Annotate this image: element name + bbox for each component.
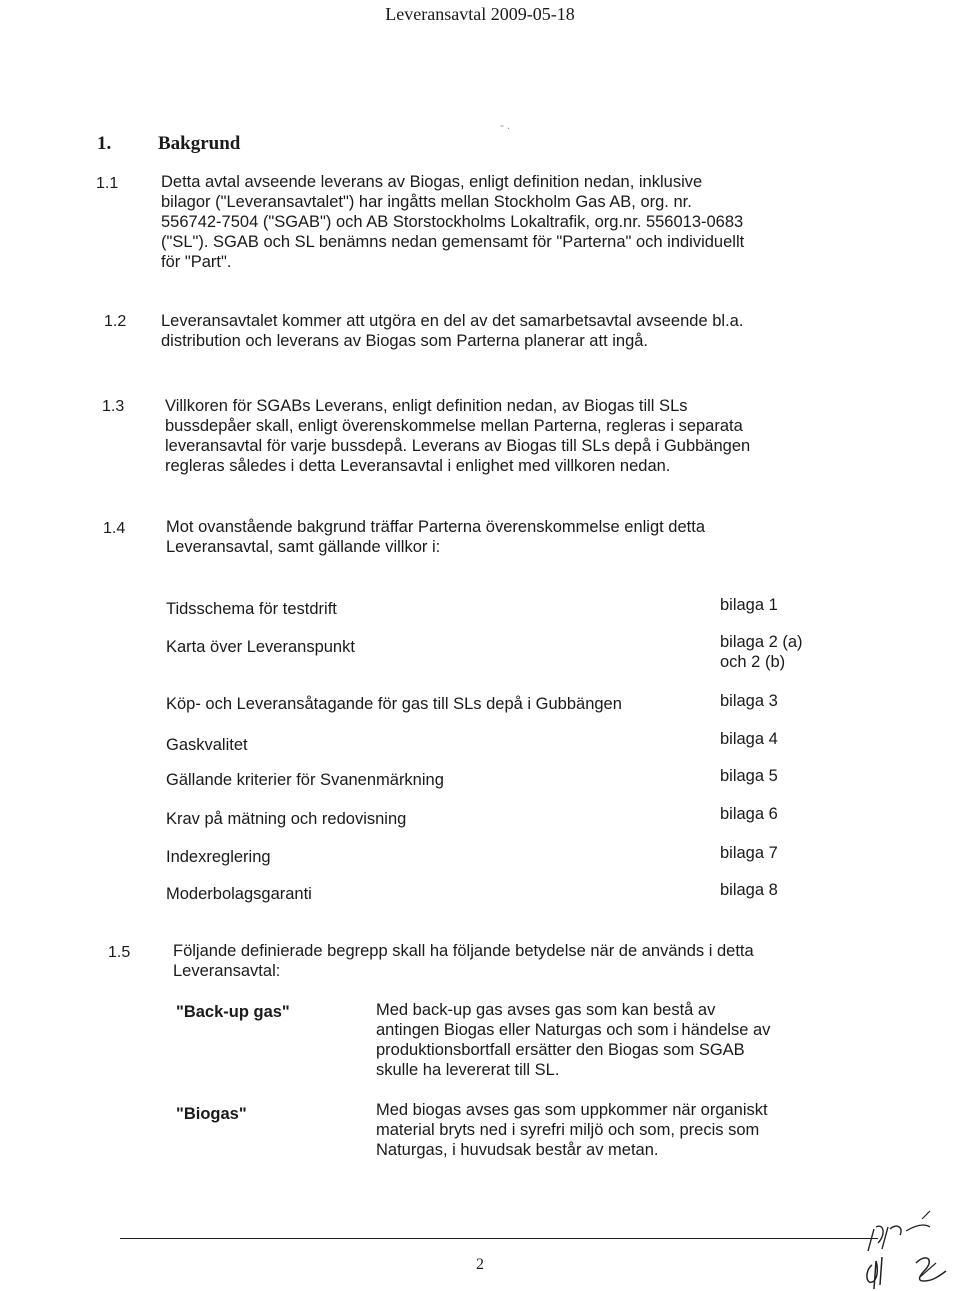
definition-line: produktionsbortfall ersätter den Biogas som SGAB (376, 1041, 745, 1059)
appendix-ref: bilaga 3 (720, 692, 778, 710)
paragraph-line: Leveransavtalet kommer att utgöra en del av det samarbetsavtal avseende bl.a. (161, 312, 744, 330)
appendix-ref: bilaga 5 (720, 767, 778, 785)
paragraph-line: Leveransavtal, samt gällande villkor i: (166, 538, 441, 556)
item-number-1-2: 1.2 (104, 313, 127, 330)
definition-line: skulle ha levererat till SL. (376, 1061, 560, 1079)
definition-line: Med biogas avses gas som uppkommer när organiskt (376, 1101, 768, 1119)
item-number-1-4: 1.4 (103, 520, 126, 537)
item-number-1-1: 1.1 (96, 175, 119, 192)
appendix-name: Krav på mätning och redovisning (166, 810, 407, 828)
appendix-name: Karta över Leveranspunkt (166, 638, 355, 656)
paragraph-line: Villkoren för SGABs Leverans, enligt definition nedan, av Biogas till SLs (165, 397, 688, 415)
section-title: Bakgrund (158, 133, 241, 154)
definition-line: Med back-up gas avses gas som kan bestå av (376, 1001, 716, 1019)
paragraph-line: Leveransavtal: (173, 962, 281, 980)
paragraph-line: bussdepåer skall, enligt överenskommelse mellan Parterna, regleras i separata (165, 417, 743, 435)
handwritten-initials-signature (860, 1205, 956, 1289)
paragraph-line: distribution och leverans av Biogas som Parterna planerar att ingå. (161, 332, 649, 350)
paragraph-line: Följande definierade begrepp skall ha följande betydelse när de används i detta (173, 942, 754, 960)
appendix-name: Moderbolagsgaranti (166, 885, 312, 903)
paragraph-line: bilagor ("Leveransavtalet") har ingåtts mellan Stockholm Gas AB, org. nr. (161, 193, 692, 211)
appendix-ref: bilaga 4 (720, 730, 778, 748)
document-header: Leveransavtal 2009-05-18 (385, 4, 575, 24)
paragraph-1-3 (165, 396, 750, 476)
paragraph-line: 556742-7504 ("SGAB") och AB Storstockholms Lokaltrafik, org.nr. 556013-0683 (161, 213, 744, 231)
paragraph-line: Detta avtal avseende leverans av Biogas, enligt definition nedan, inklusive (161, 173, 703, 191)
appendix-name: Gällande kriterier för Svanenmärkning (166, 771, 444, 789)
definition-line: antingen Biogas eller Naturgas och som i händelse av (376, 1021, 771, 1039)
appendix-name: Köp- och Leveransåtagande för gas till SLs depå i Gubbängen (166, 695, 622, 713)
appendix-ref-line: och 2 (b) (720, 653, 786, 671)
definition-text (376, 1000, 770, 1080)
paragraph-line: regleras således i detta Leveransavtal i enlighet med villkoren nedan. (165, 457, 671, 475)
paragraph-line: för "Part". (161, 253, 232, 271)
paragraph-1-1 (161, 172, 744, 272)
appendix-name: Gaskvalitet (166, 736, 248, 754)
paragraph-line: Mot ovanstående bakgrund träffar Parterna överenskommelse enligt detta (166, 518, 706, 536)
definition-text (376, 1100, 768, 1160)
paragraph-1-5 (173, 941, 754, 981)
appendix-ref-line: bilaga 2 (a) (720, 633, 803, 651)
paragraph-1-4 (166, 517, 705, 557)
definition-term: "Back-up gas" (176, 1003, 290, 1021)
appendix-name: Tidsschema för testdrift (166, 600, 337, 618)
scan-mark: - . (500, 118, 510, 132)
page-number: 2 (476, 1256, 484, 1273)
paragraph-1-2 (161, 311, 743, 351)
appendix-ref: bilaga 1 (720, 596, 778, 614)
appendix-ref (720, 632, 803, 672)
appendix-ref: bilaga 8 (720, 881, 778, 899)
definition-line: material bryts ned i syrefri miljö och som, precis som (376, 1121, 760, 1139)
item-number-1-3: 1.3 (102, 398, 125, 415)
appendix-ref: bilaga 7 (720, 844, 778, 862)
footer-rule (120, 1238, 878, 1239)
definition-line: Naturgas, i huvudsak består av metan. (376, 1141, 659, 1159)
section-number: 1. (97, 133, 112, 154)
item-number-1-5: 1.5 (108, 944, 131, 961)
appendix-ref: bilaga 6 (720, 805, 778, 823)
appendix-name: Indexreglering (166, 848, 271, 866)
paragraph-line: leveransavtal för varje bussdepå. Leverans av Biogas till SLs depå i Gubbängen (165, 437, 751, 455)
definition-term: "Biogas" (176, 1105, 247, 1123)
paragraph-line: ("SL"). SGAB och SL benämns nedan gemensamt för "Parterna" och individuellt (161, 233, 745, 251)
